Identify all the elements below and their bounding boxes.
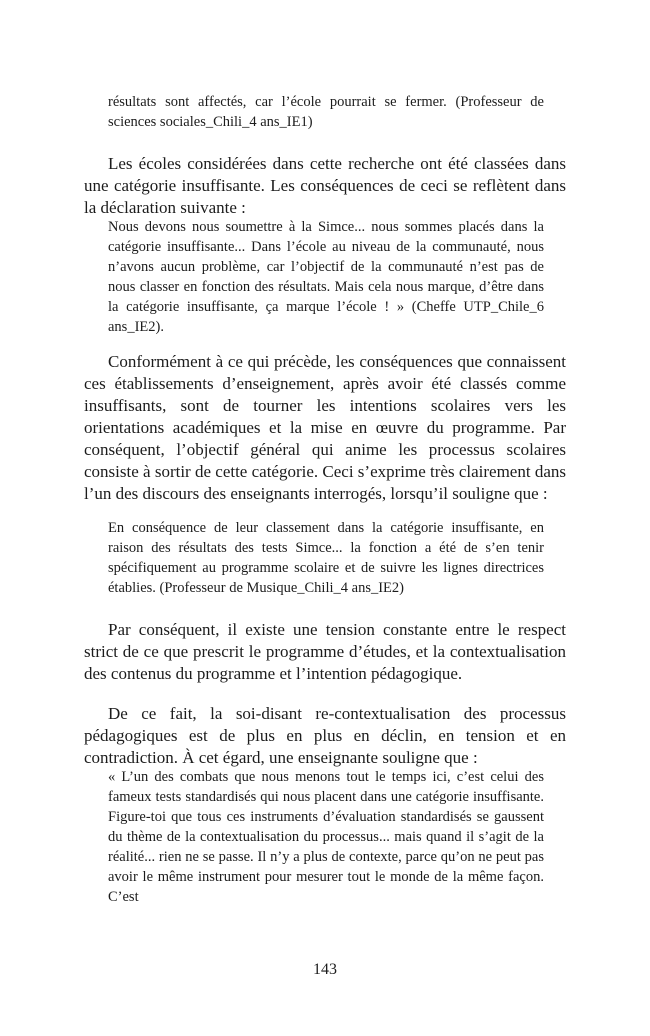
quote-continued: résultats sont affectés, car l’école pourrait se fermer. (Professeur de sciences sociales_Chili_4 ans_IE1) [108, 94, 544, 130]
quote-2: En conséquence de leur classement dans la catégorie insuffisante, en raison des résultats des tests Simce... la fonction a été de s’en tenir spécifiquement au programme scolaire et de suivre les lignes directrices établies. (Professeur de Musique_Chili_4 ans_IE2) [108, 520, 544, 596]
quote-3: « L’un des combats que nous menons tout le temps ici, c’est celui des fameux tests standardisés qui nous placent dans une catégorie insuffisante. Figure-toi que tous ces instruments d’évaluation standardisés se gaussent du thème de la contextualisation du processus... mais quand il s’agit de la réalité... rien ne se passe. Il n’y a plus de contexte, parce qu’on ne peut pas avoir le même instrument pour mesurer tout le monde de la même façon. C’est [108, 769, 544, 905]
paragraph-4: De ce fait, la soi-disant re-contextualisation des processus pédagogiques est de plus en plus en déclin, en tension et en contradiction. À cet égard, une enseignante souligne que : [84, 704, 566, 767]
paragraph-3: Par conséquent, il existe une tension constante entre le respect strict de ce que prescrit le programme d’études, et la contextualisation des contenus du programme et l’intention pédagogique. [84, 620, 566, 683]
page-number: 143 [313, 961, 337, 978]
paragraph-1: Les écoles considérées dans cette recherche ont été classées dans une catégorie insuffisante. Les conséquences de ceci se reflètent dans la déclaration suivante : [84, 154, 566, 217]
quote-1: Nous devons nous soumettre à la Simce... nous sommes placés dans la catégorie insuffisante... Dans l’école au niveau de la communauté, nous n’avons aucun problème, car l’objectif de la communauté n’est pas de nous classer en fonction des résultats. Mais cela nous marque, d’être dans la catégorie insuffisante, ça marque l’école ! » (Cheffe UTP_Chile_6 ans_IE2). [108, 219, 544, 335]
paragraph-2: Conformément à ce qui précède, les conséquences que connaissent ces établissements d’enseignement, après avoir été classés comme insuffisants, sont de tourner les intentions scolaires vers les orientations académiques et la mise en œuvre du programme. Par conséquent, l’objectif général qui anime les processus scolaires consiste à sortir de cette catégorie. Ceci s’exprime très clairement dans l’un des discours des enseignants interrogés, lorsqu’il souligne que : [84, 352, 566, 503]
